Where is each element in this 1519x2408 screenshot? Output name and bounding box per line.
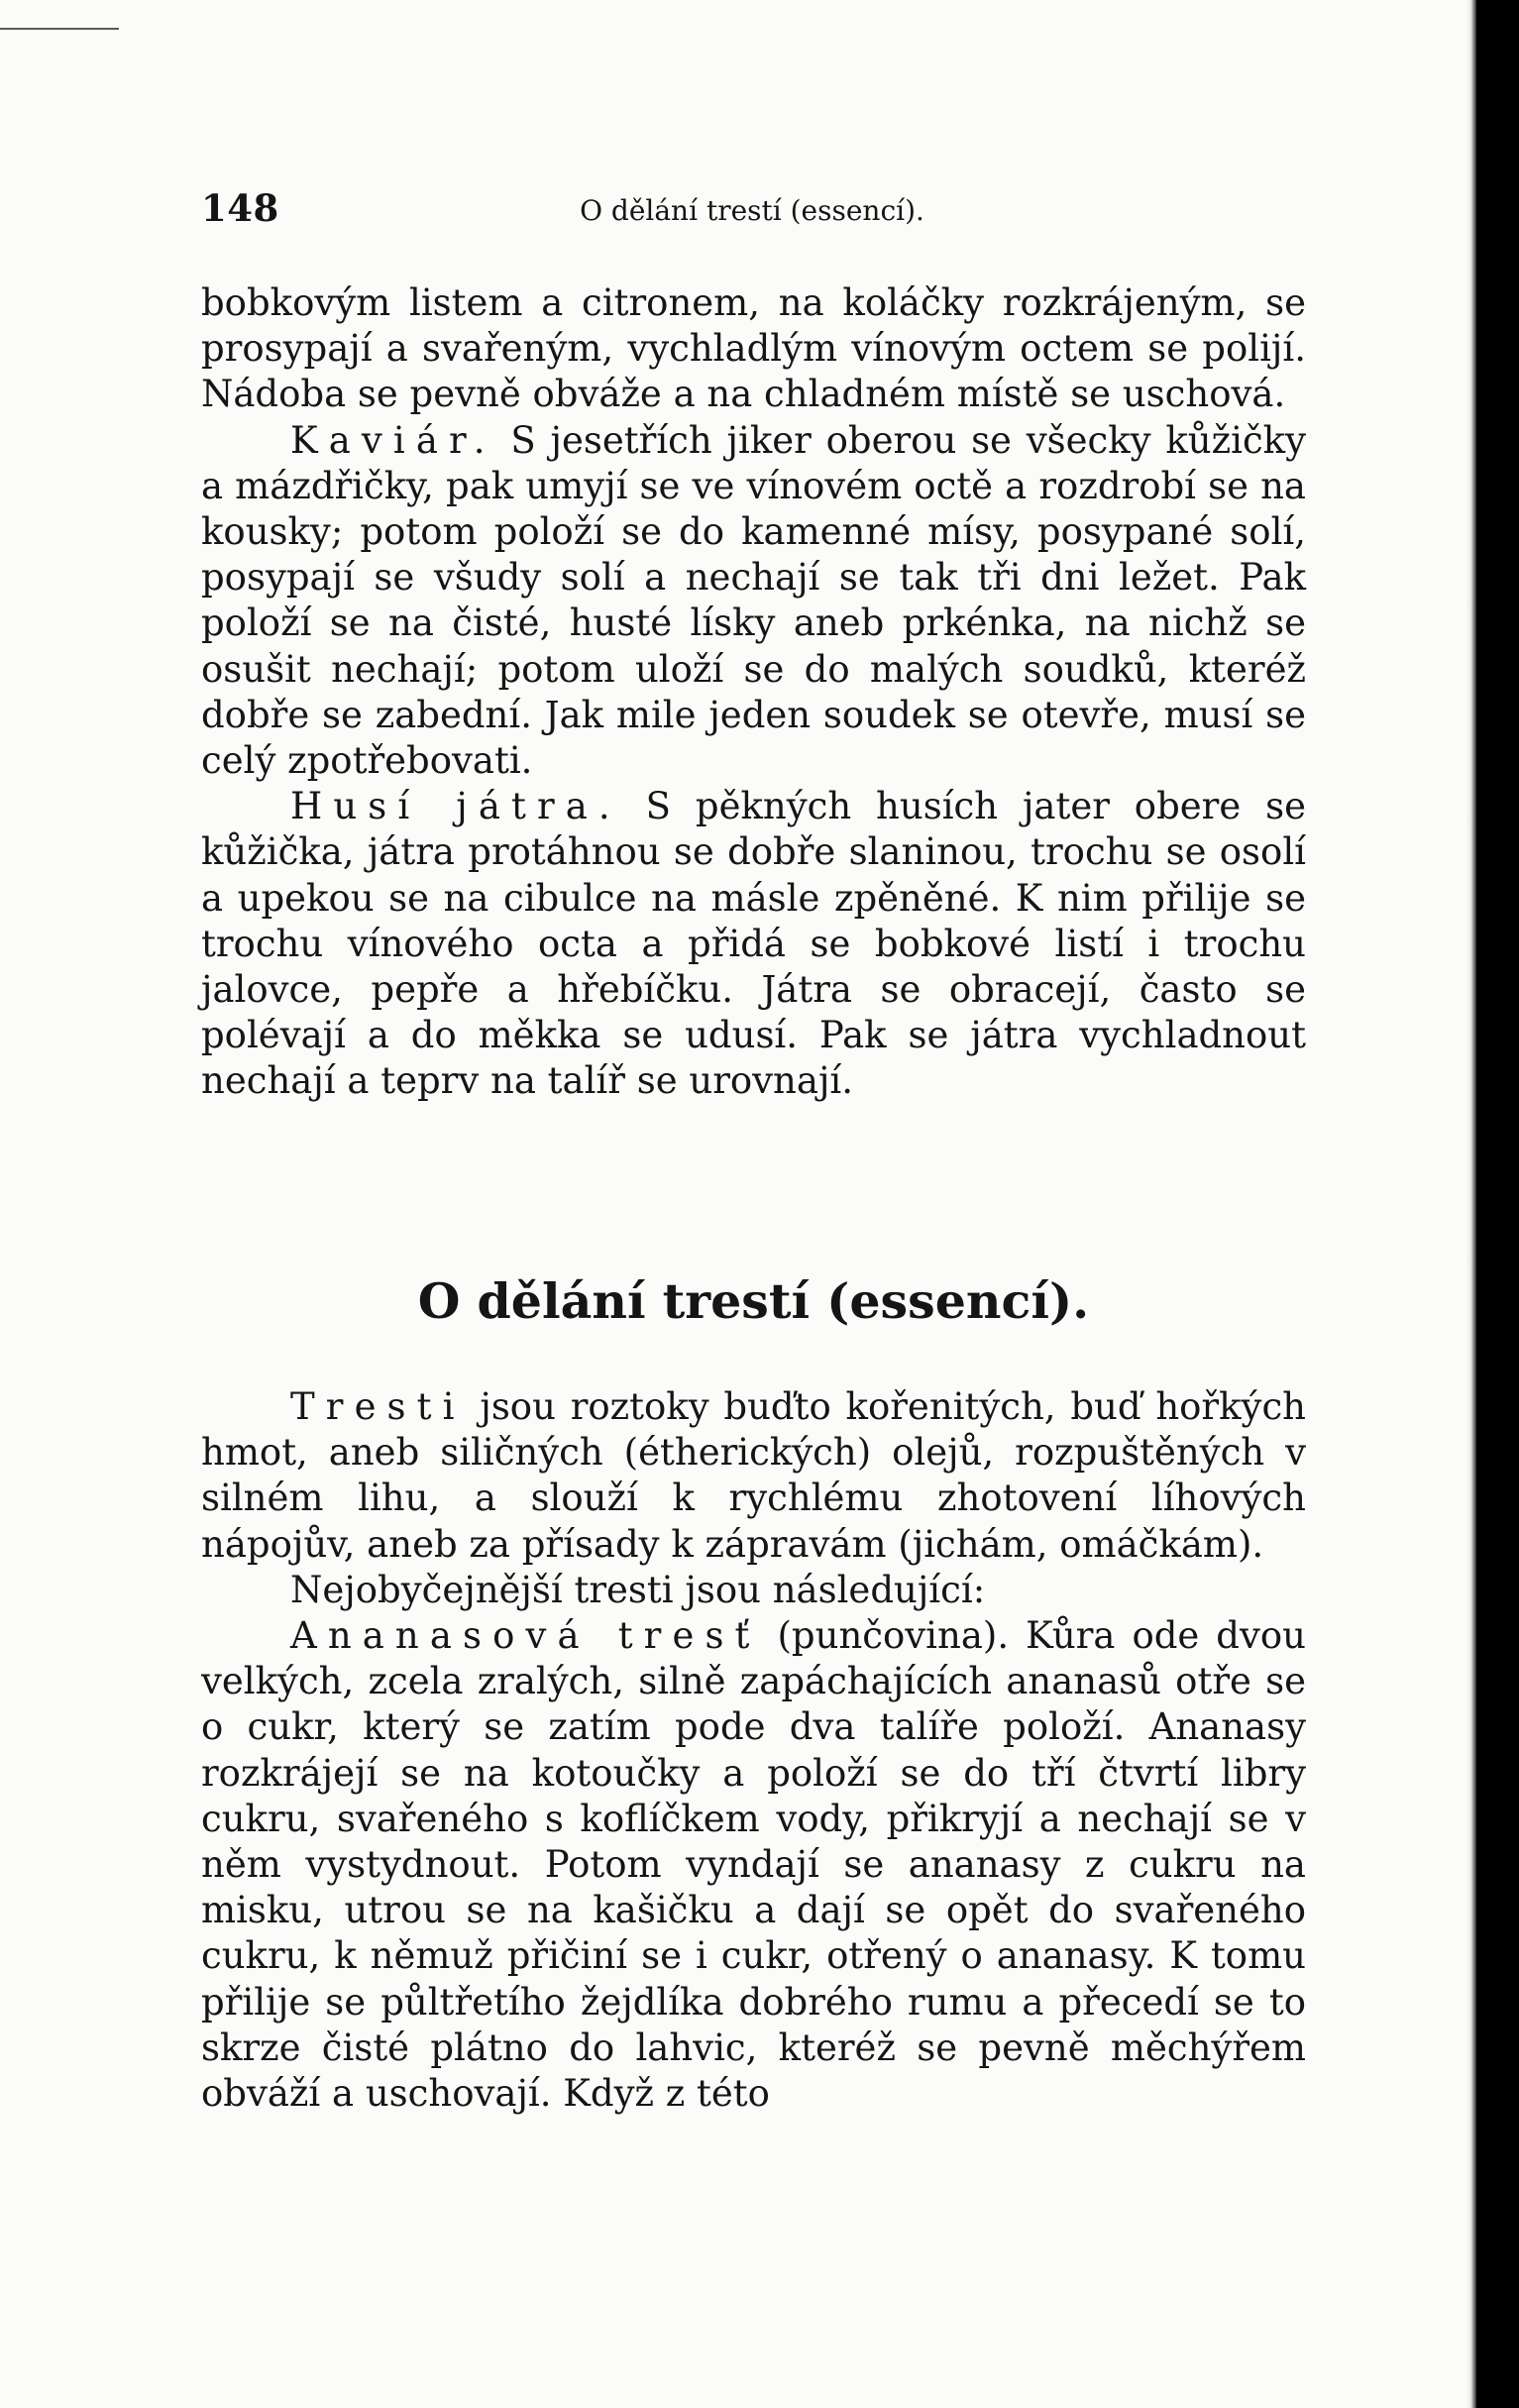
section-one-text xyxy=(201,280,1306,1105)
ananas-text: (punčovina). Kůra ode dvou velkých, zcela zralých, silně zapáchajících ananasů otře se o cukr, který se zatím pode dva talíře položí. Ananasy rozkrájejí se na kotoučky a položí se do tří čtvrtí libry cukru, svařeného s koflíčkem vody, přikryjí a nechají se v něm vystydnout. Potom vyndají se ananasy z cukru na misku, utrou se na kašičku a dají se opět do svařeného cukru, k němuž přičiní se i cukr, otřený o ananasy. K tomu přilije se půltřetího žejdlíka dobrého rumu a přecedí se to skrze čisté plátno do lahvic, kteréž se pevně měchýřem obváží a uschovají. Když z této xyxy=(201,1614,1306,2116)
term-ananas: Ananasová tresť xyxy=(290,1614,761,1658)
kaviar-text: S jesetřích jiker oberou se všecky kůžičky a mázdřičky, pak umyjí se ve vínovém octě a rozdrobí se na kousky; potom položí se do kamenné mísy, posypané solí, posypají se všudy solí a nechají se tak tři dni ležet. Pak položí se na čisté, husté lísky aneb prkénka, na nichž se osušit nechají; potom uloží se do malých soudků, kteréž dobře se zabední. Jak mile jeden soudek se otevře, musí se celý zpotřebovati. xyxy=(201,418,1306,783)
paragraph-husi-jatra xyxy=(201,784,1306,1104)
section-two-text xyxy=(201,1384,1306,2117)
paragraph-continuation: bobkovým listem a citronem, na koláčky rozkrájeným, se prosypají a svařeným, vychladlým vínovým octem se polijí. Nádoba se pevně obváže a na chladném místě se uschová. xyxy=(201,281,1306,416)
running-title: O dělání trestí (essencí). xyxy=(580,194,924,227)
section-heading: O dělání trestí (essencí). xyxy=(417,1272,1090,1330)
husi-jatra-text: S pěkných husích jater obere se kůžička, játra protáhnou se dobře slaninou, trochu se osolí a upekou se na cibulce na másle zpěněné. K nim přilije se trochu vínového octa a přidá se bobkové listí i trochu jalovce, pepře a hřebíčku. Játra se obracejí, často se polévají a do měkka se udusí. Pak se játra vychladnout nechají a teprv na talíř se urovnají. xyxy=(201,785,1306,1103)
term-kaviar: Kaviár. xyxy=(290,418,496,462)
paragraph-tresti xyxy=(201,1384,1306,1568)
paragraph-intro: Nejobyčejnější tresti jsou následující: xyxy=(290,1568,986,1611)
term-husi-jatra: Husí játra. xyxy=(290,785,621,828)
page-header xyxy=(201,186,1303,240)
paragraph-ananas xyxy=(201,1613,1306,2117)
scan-edge-shadow xyxy=(1466,0,1476,2408)
term-tresti: Tresti xyxy=(290,1385,466,1428)
tresti-text: jsou roztoky buďto kořenitých, buď hořkých hmot, aneb siličných (étherických) olejů, rozpuštěných v silném lihu, a slouží k rychlému zhotovení líhových nápojův, aneb za přísady k zápravám (jichám, omáčkám). xyxy=(201,1385,1306,1566)
page-number: 148 xyxy=(201,186,279,230)
paragraph-kaviar xyxy=(201,418,1306,785)
top-rule xyxy=(0,28,119,30)
